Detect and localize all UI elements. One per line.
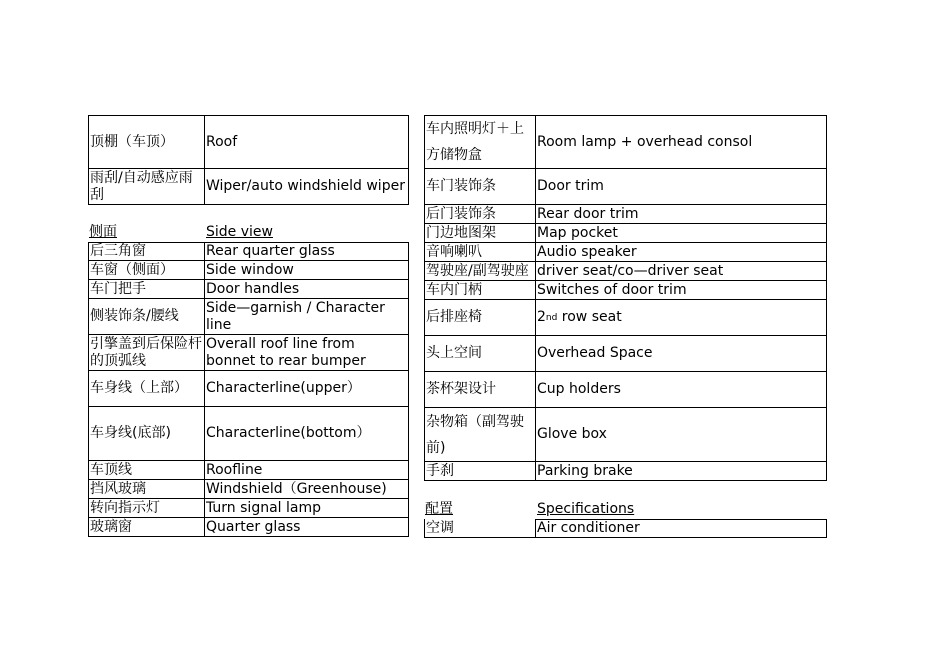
cn-term: 头上空间: [424, 336, 536, 372]
cn-term: 手刹: [424, 462, 536, 481]
table-row: [88, 480, 409, 499]
cn-term: 侧装饰条/腰线: [88, 299, 205, 335]
table-row: [88, 299, 409, 335]
cn-term: 雨刮/自动感应雨刮: [88, 169, 205, 205]
en-term: Characterline(upper）: [205, 371, 409, 407]
cn-term: 转向指示灯: [88, 499, 205, 518]
en-term: Parking brake: [536, 462, 827, 481]
en-term: Glove box: [536, 408, 827, 462]
table-row: [88, 335, 409, 371]
table-row: [424, 224, 827, 243]
en-term: Map pocket: [536, 224, 827, 243]
cn-term: 茶杯架设计: [424, 372, 536, 408]
table-row: [88, 461, 409, 480]
section-header: [88, 205, 409, 242]
en-term: driver seat/co—driver seat: [536, 262, 827, 281]
cn-term: 驾驶座/副驾驶座: [424, 262, 536, 281]
en-term: Overall roof line from bonnet to rear bumper: [205, 335, 409, 371]
en-term-rest: row seat: [557, 309, 622, 325]
table-row: [424, 169, 827, 205]
table-row: [424, 262, 827, 281]
table-row: [424, 115, 827, 169]
cn-term: 后排座椅: [424, 300, 536, 336]
cn-term: 玻璃窗: [88, 518, 205, 537]
table-row: [424, 300, 827, 336]
left-table: [88, 115, 409, 537]
cn-term: 音响喇叭: [424, 243, 536, 262]
table-row: [424, 372, 827, 408]
cn-term: 空调: [424, 519, 536, 538]
en-term: Roof: [205, 115, 409, 169]
cn-term: 引擎盖到后保险杆的顶弧线: [88, 335, 205, 371]
table-row: [88, 242, 409, 261]
cn-term: 顶棚（车顶）: [88, 115, 205, 169]
cn-term: 车身线(底部): [88, 407, 205, 461]
table-row: [424, 281, 827, 300]
en-term: Wiper/auto windshield wiper: [205, 169, 409, 205]
en-term: Door trim: [536, 169, 827, 205]
en-term: Windshield（Greenhouse): [205, 480, 409, 499]
cn-term: 车门把手: [88, 280, 205, 299]
en-term: Side window: [205, 261, 409, 280]
table-row: [88, 280, 409, 299]
table-row: [424, 462, 827, 481]
cn-term: 挡风玻璃: [88, 480, 205, 499]
table-row: [88, 371, 409, 407]
cn-term: 杂物箱（副驾驶前): [424, 408, 536, 462]
section-header: [424, 481, 827, 519]
cn-term: 车内照明灯＋上方储物盒: [424, 115, 536, 169]
cn-term: 车门装饰条: [424, 169, 536, 205]
cn-term: 后三角窗: [88, 242, 205, 261]
section-title-cn: 配置: [425, 501, 453, 517]
section-title-cn: 侧面: [89, 224, 117, 240]
en-term: Switches of door trim: [536, 281, 827, 300]
en-term: Door handles: [205, 280, 409, 299]
cn-term: 车内门柄: [424, 281, 536, 300]
table-row: [424, 519, 827, 538]
table-row: [424, 336, 827, 372]
en-term: Turn signal lamp: [205, 499, 409, 518]
en-term: Side—garnish / Character line: [205, 299, 409, 335]
en-term: Room lamp + overhead consol: [536, 115, 827, 169]
section-title-en: Side view: [206, 224, 273, 240]
en-term: Cup holders: [536, 372, 827, 408]
table-row: [424, 205, 827, 224]
en-term: Overhead Space: [536, 336, 827, 372]
ordinal-number: 2: [537, 309, 546, 325]
cn-term: 车身线（上部）: [88, 371, 205, 407]
table-row: [424, 243, 827, 262]
table-row: [88, 518, 409, 537]
table-row: [88, 261, 409, 280]
cn-term: 车窗（侧面）: [88, 261, 205, 280]
en-term: Air conditioner: [536, 519, 827, 538]
en-term: Rear quarter glass: [205, 242, 409, 261]
en-term: Rear door trim: [536, 205, 827, 224]
table-row: [88, 115, 409, 169]
table-row: [424, 408, 827, 462]
en-term: Characterline(bottom）: [205, 407, 409, 461]
en-term: Roofline: [205, 461, 409, 480]
en-term: Quarter glass: [205, 518, 409, 537]
en-term: 2 nd row seat: [536, 300, 827, 336]
en-term: Audio speaker: [536, 243, 827, 262]
right-table: [424, 115, 827, 538]
table-row: [88, 407, 409, 461]
cn-term: 车顶线: [88, 461, 205, 480]
section-title-en: Specifications: [537, 501, 635, 517]
table-row: [88, 169, 409, 205]
cn-term: 后门装饰条: [424, 205, 536, 224]
cn-term: 门边地图架: [424, 224, 536, 243]
table-row: [88, 499, 409, 518]
